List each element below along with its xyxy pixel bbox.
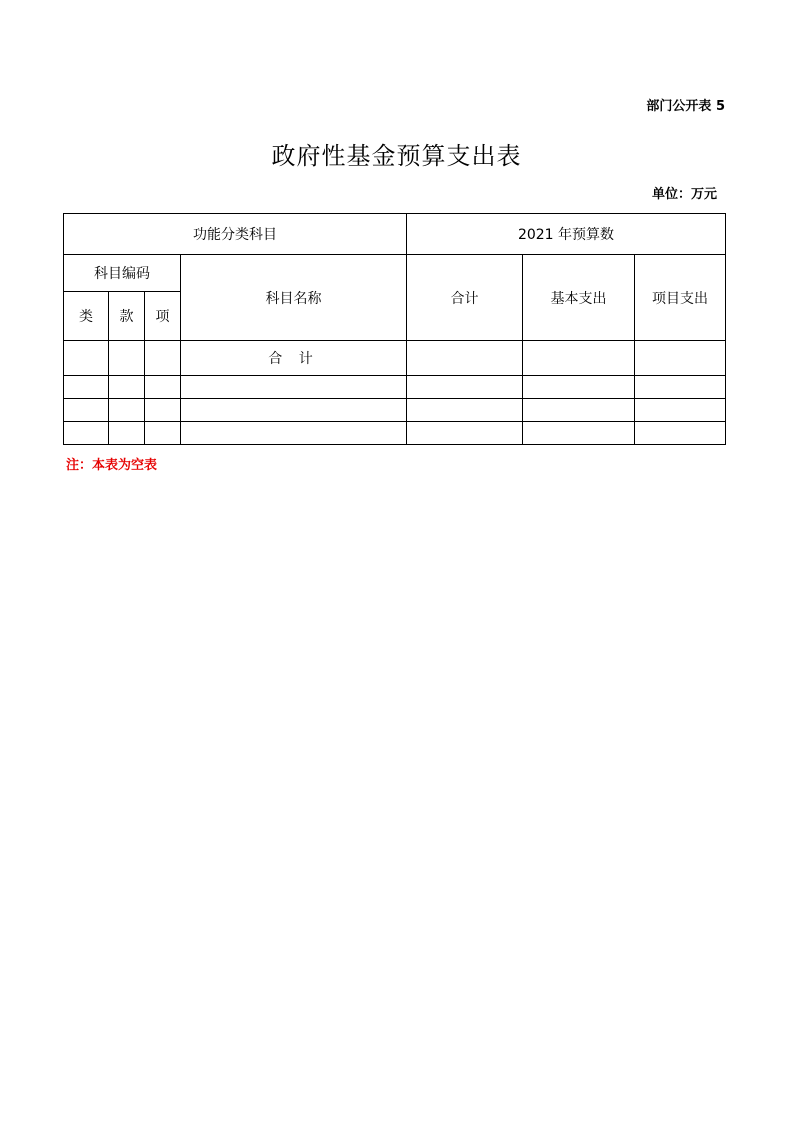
table-cell bbox=[109, 341, 145, 376]
table-cell bbox=[635, 341, 726, 376]
table-cell bbox=[109, 399, 145, 422]
table-cell bbox=[523, 376, 635, 399]
table-cell bbox=[145, 399, 181, 422]
table-row bbox=[64, 422, 726, 445]
table-cell bbox=[64, 376, 109, 399]
table-cell bbox=[407, 422, 523, 445]
table-cell bbox=[64, 422, 109, 445]
page-title: 政府性基金预算支出表 bbox=[271, 142, 522, 170]
table-cell bbox=[407, 341, 523, 376]
table-cell bbox=[181, 376, 407, 399]
header-row-1 bbox=[64, 214, 726, 255]
budget-year-header: 2021 年预算数 bbox=[407, 214, 726, 255]
table-row bbox=[64, 376, 726, 399]
header-row-2 bbox=[64, 255, 726, 292]
footnote: 注：本表为空表 bbox=[66, 458, 158, 473]
table-cell bbox=[145, 376, 181, 399]
table-cell bbox=[407, 376, 523, 399]
table-cell bbox=[635, 422, 726, 445]
total-header: 合计 bbox=[407, 255, 523, 341]
table-row bbox=[64, 399, 726, 422]
page-tag: 部门公开表 5 bbox=[646, 99, 725, 114]
basic-expense-header: 基本支出 bbox=[523, 255, 635, 341]
budget-table bbox=[63, 213, 726, 445]
table-cell bbox=[523, 422, 635, 445]
table-cell bbox=[64, 399, 109, 422]
table-cell bbox=[145, 422, 181, 445]
project-expense-header: 项目支出 bbox=[635, 255, 726, 341]
table-cell bbox=[523, 399, 635, 422]
total-row-label: 合 计 bbox=[181, 341, 407, 376]
table-cell bbox=[635, 399, 726, 422]
code-item-header: 项 bbox=[145, 292, 181, 341]
table-cell bbox=[523, 341, 635, 376]
unit-label: 单位：万元 bbox=[651, 187, 717, 202]
table-cell bbox=[109, 422, 145, 445]
total-row bbox=[64, 341, 726, 376]
code-class-header: 类 bbox=[64, 292, 109, 341]
table-cell bbox=[109, 376, 145, 399]
table-cell bbox=[635, 376, 726, 399]
table-cell bbox=[181, 422, 407, 445]
subject-code-header: 科目编码 bbox=[64, 255, 181, 292]
table-cell bbox=[64, 341, 109, 376]
subject-name-header: 科目名称 bbox=[181, 255, 407, 341]
table-cell bbox=[145, 341, 181, 376]
table-cell bbox=[407, 399, 523, 422]
code-section-header: 款 bbox=[109, 292, 145, 341]
functional-category-header: 功能分类科目 bbox=[64, 214, 407, 255]
table-cell bbox=[181, 399, 407, 422]
